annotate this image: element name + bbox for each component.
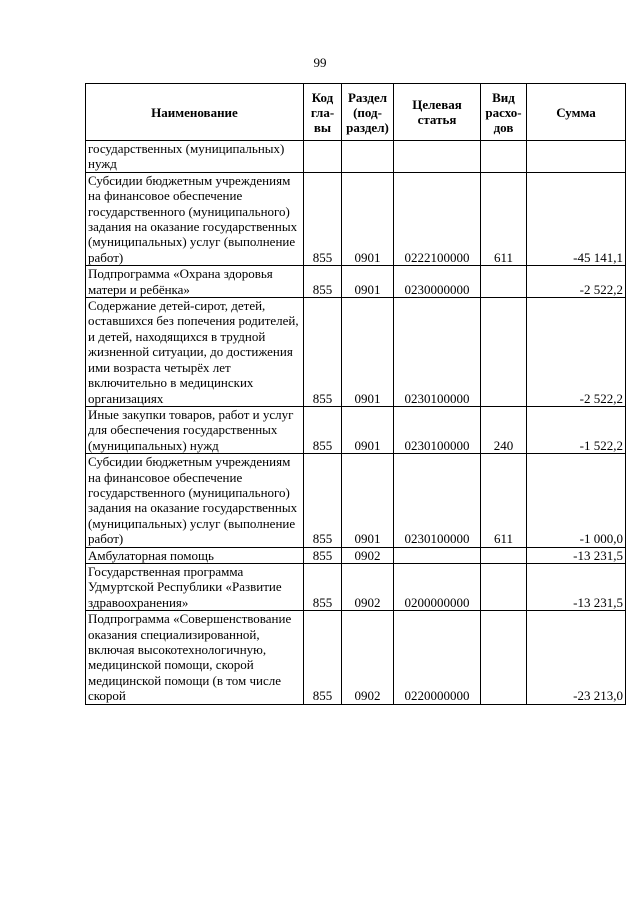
cell-sum: -2 522,2	[527, 266, 626, 298]
cell-target: 0230000000	[394, 266, 481, 298]
cell-name: Содержание детей-сирот, детей, оставшихся без попечения родителей, и детей, находящихся в трудной жизненной ситуации, до достижения ими возраста четырёх лет включительно в медицинских организациях	[86, 298, 304, 407]
header-code: Код гла-вы	[304, 84, 342, 141]
cell-sum: -13 231,5	[527, 563, 626, 610]
cell-kind: 240	[481, 406, 527, 453]
cell-target: 0230100000	[394, 406, 481, 453]
table-row	[86, 611, 626, 704]
cell-section: 0901	[342, 266, 394, 298]
cell-code: 855	[304, 547, 342, 563]
cell-kind	[481, 266, 527, 298]
cell-code	[304, 141, 342, 173]
cell-sum: -13 231,5	[527, 547, 626, 563]
table-row	[86, 454, 626, 547]
cell-kind	[481, 141, 527, 173]
table-row	[86, 406, 626, 453]
cell-sum: -2 522,2	[527, 298, 626, 407]
table-row	[86, 547, 626, 563]
cell-section: 0902	[342, 547, 394, 563]
cell-name: Иные закупки товаров, работ и услуг для обеспечения государственных (муниципальных) нужд	[86, 406, 304, 453]
cell-section: 0901	[342, 406, 394, 453]
cell-name: Субсидии бюджетным учреждениям на финансовое обеспечение государственного (муниципального) задания на оказание государственных (муниципальных) услуг (выполнение работ)	[86, 172, 304, 265]
cell-target: 0200000000	[394, 563, 481, 610]
cell-code: 855	[304, 611, 342, 704]
cell-target: 0230100000	[394, 298, 481, 407]
cell-sum: -45 141,1	[527, 172, 626, 265]
header-target: Целевая статья	[394, 84, 481, 141]
cell-kind: 611	[481, 454, 527, 547]
cell-name: Подпрограмма «Совершенствование оказания специализированной, включая высокотехнологичную, медицинской помощи, скорой медицинской помощи (в том числе скорой	[86, 611, 304, 704]
cell-sum: -23 213,0	[527, 611, 626, 704]
cell-code: 855	[304, 406, 342, 453]
cell-target	[394, 547, 481, 563]
cell-kind	[481, 547, 527, 563]
cell-sum	[527, 141, 626, 173]
header-kind: Вид расхо-дов	[481, 84, 527, 141]
cell-target: 0220000000	[394, 611, 481, 704]
budget-table	[85, 83, 626, 705]
cell-name: Субсидии бюджетным учреждениям на финансовое обеспечение государственного (муниципального) задания на оказание государственных (муниципальных) услуг (выполнение работ)	[86, 454, 304, 547]
page-number: 99	[313, 55, 327, 70]
cell-section	[342, 141, 394, 173]
cell-section: 0901	[342, 298, 394, 407]
header-name: Наименование	[86, 84, 304, 141]
cell-name: Государственная программа Удмуртской Республики «Развитие здравоохранения»	[86, 563, 304, 610]
cell-code: 855	[304, 298, 342, 407]
cell-section: 0902	[342, 563, 394, 610]
cell-kind: 611	[481, 172, 527, 265]
table-row	[86, 141, 626, 173]
cell-section: 0902	[342, 611, 394, 704]
table-row	[86, 563, 626, 610]
cell-sum: -1 522,2	[527, 406, 626, 453]
cell-target	[394, 141, 481, 173]
table-row	[86, 298, 626, 407]
header-sum: Сумма	[527, 84, 626, 141]
cell-target: 0222100000	[394, 172, 481, 265]
table-row	[86, 266, 626, 298]
cell-kind	[481, 611, 527, 704]
cell-code: 855	[304, 563, 342, 610]
cell-section: 0901	[342, 454, 394, 547]
table-row	[86, 172, 626, 265]
header-section: Раздел (под-раздел)	[342, 84, 394, 141]
cell-code: 855	[304, 172, 342, 265]
cell-code: 855	[304, 454, 342, 547]
cell-name: государственных (муниципальных) нужд	[86, 141, 304, 173]
cell-name: Амбулаторная помощь	[86, 547, 304, 563]
cell-kind	[481, 298, 527, 407]
cell-target: 0230100000	[394, 454, 481, 547]
cell-sum: -1 000,0	[527, 454, 626, 547]
cell-name: Подпрограмма «Охрана здоровья матери и ребёнка»	[86, 266, 304, 298]
cell-kind	[481, 563, 527, 610]
cell-section: 0901	[342, 172, 394, 265]
table-header-row	[86, 84, 626, 141]
cell-code: 855	[304, 266, 342, 298]
